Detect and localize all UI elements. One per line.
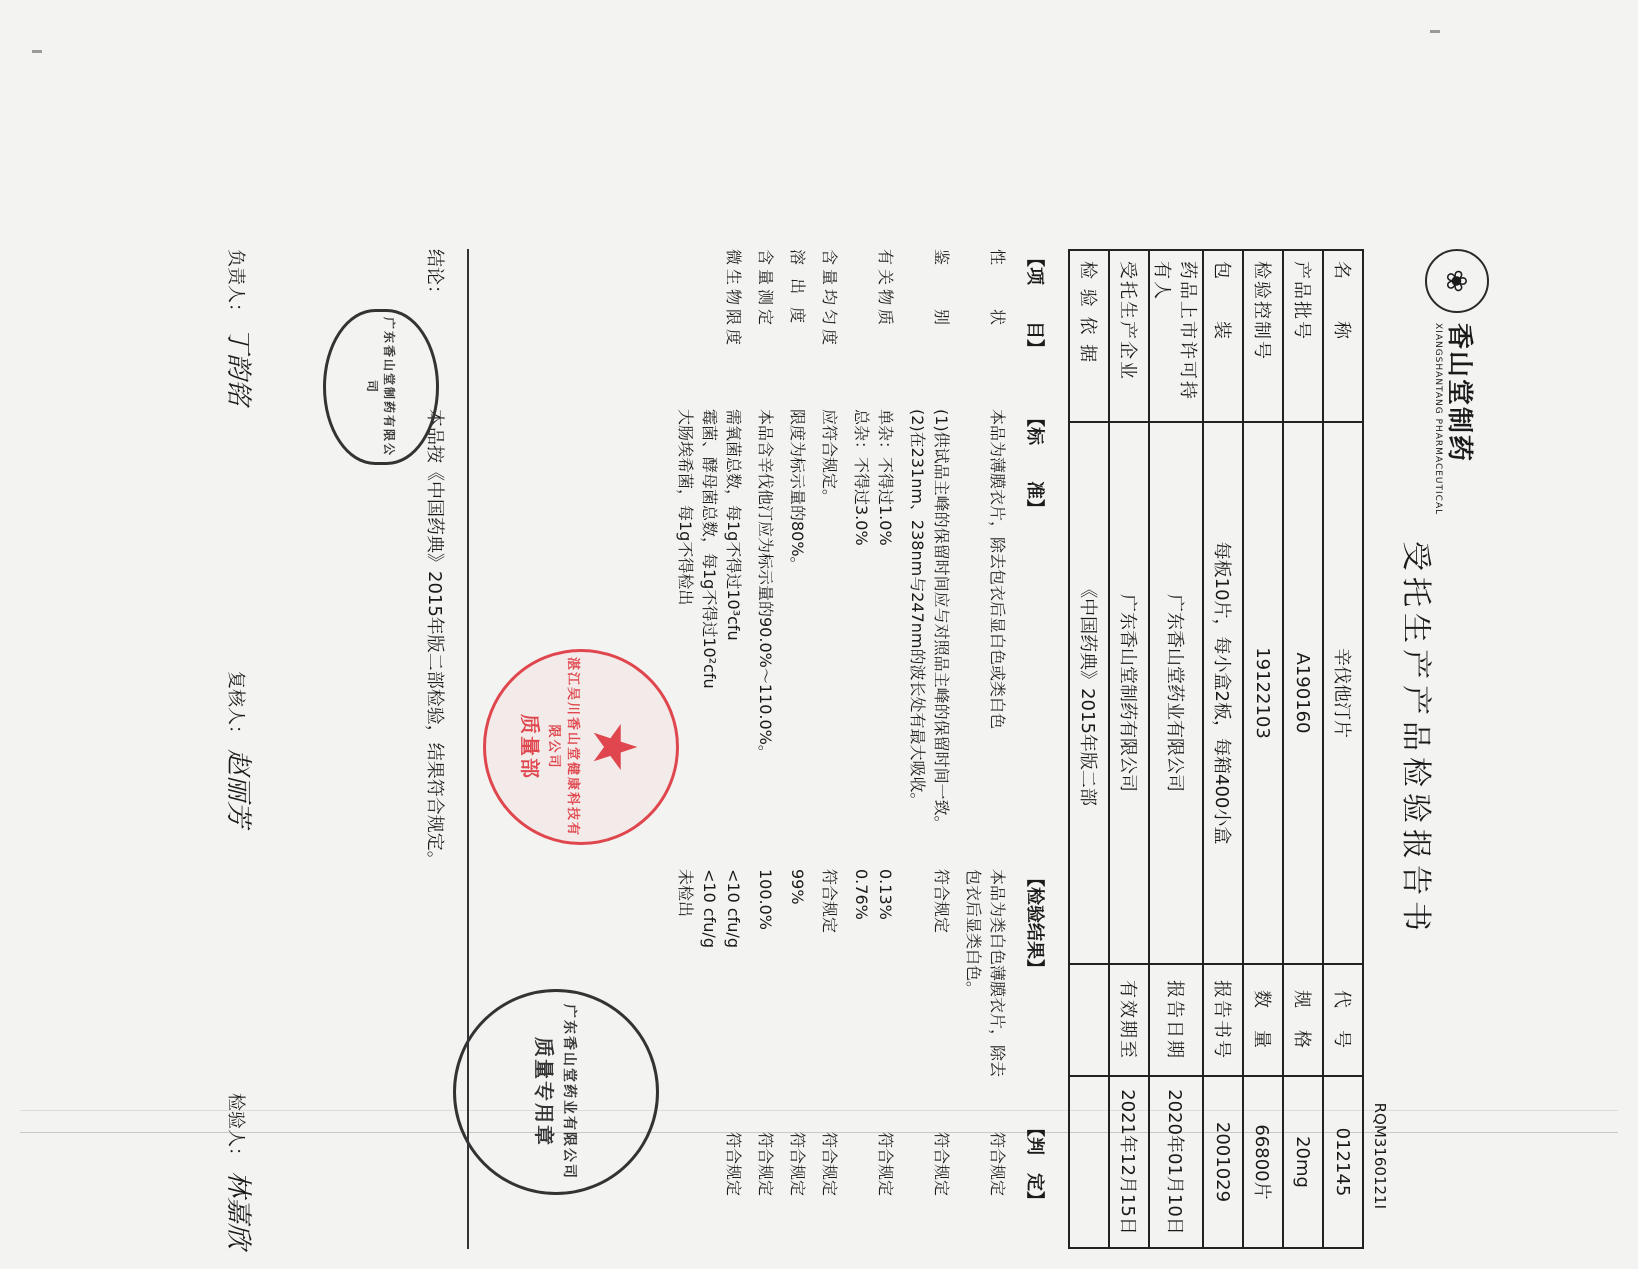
reviewer-sig: 赵丽芳 [223, 748, 253, 827]
info-label-2 [1069, 964, 1109, 1076]
standard-line: 大肠埃希菌，每1g不得检出 [676, 409, 695, 606]
result-item: 有关物质 [876, 249, 895, 330]
signatures [222, 249, 259, 1249]
info-row [1203, 250, 1243, 1248]
result-row [961, 249, 1009, 1249]
inspector-signature [222, 1093, 259, 1249]
info-value-2: 012145 [1323, 1076, 1363, 1248]
quality-seal-text: 广东香山堂药业有限公司 [561, 1004, 578, 1180]
info-row [1069, 250, 1109, 1248]
star-icon: ★ [579, 720, 650, 774]
responsible-signature [222, 249, 259, 405]
col-result: 【检验结果】 [1024, 869, 1045, 977]
info-row [1243, 250, 1283, 1248]
info-label: 名 称 [1323, 250, 1363, 422]
result-value: 符合规定 [932, 869, 951, 934]
test-results [665, 249, 1049, 1249]
responsible-sig: 丁韵铭 [223, 327, 253, 406]
result-judge: 符合规定 [932, 1131, 951, 1196]
document-code: RQM3160121I [1371, 1102, 1389, 1209]
result-value: 0.13% 0.76% [852, 869, 895, 920]
reviewer-signature [222, 671, 259, 827]
scan-mark [1430, 30, 1440, 33]
responsible-label: 负责人： [225, 249, 246, 321]
small-oval-seal [323, 309, 439, 465]
info-row [1109, 250, 1149, 1248]
info-label-2: 规 格 [1283, 964, 1323, 1076]
result-standard [817, 409, 841, 869]
col-judge: 【判 定】 [1024, 1119, 1045, 1209]
scan-mark [32, 50, 42, 53]
result-row [817, 249, 841, 1249]
result-item: 含量均匀度 [820, 249, 839, 350]
info-value: 广东香山堂制药有限公司 [1109, 422, 1149, 964]
info-label: 受托生产企业 [1109, 250, 1149, 422]
result-value: 符合规定 [820, 869, 839, 934]
result-item: 含量测定 [756, 249, 775, 330]
info-label: 包 装 [1203, 250, 1243, 422]
standard-line: 总杂：不得过3.0% [852, 409, 871, 546]
reviewer-label: 复核人： [225, 670, 246, 743]
info-value-2: 2001029 [1203, 1076, 1243, 1248]
result-value: <10 cfu/g <10 cfu/g 未检出 [676, 869, 743, 948]
info-value: 19122103 [1243, 422, 1283, 964]
product-info-table [1068, 249, 1364, 1249]
standard-line: 本品为薄膜衣片，除去包衣后显白色或类白色 [988, 409, 1007, 730]
page-title: 受托生产产品检验报告书 [1398, 541, 1433, 937]
info-value: 《中国药典》2015年版二部 [1069, 422, 1109, 964]
standard-line: 限度为标示量的80%。 [788, 409, 807, 573]
result-value: 99% [788, 869, 807, 905]
info-label: 产品批号 [1283, 250, 1323, 422]
standard-line: (2)在231nm、238nm与247nm的波长处有最大吸收。 [908, 409, 927, 809]
report-sheet [129, 209, 1509, 1269]
result-row [849, 249, 897, 1249]
lotus-logo-icon: ❀ [1425, 249, 1489, 313]
standard-line: 应符合规定。 [820, 409, 839, 506]
standard-line: 需氧菌总数，每1g不得过10³cfu [724, 409, 743, 641]
info-value-2: 2021年12月15日 [1109, 1076, 1149, 1248]
quality-seal-sub: 质量专用章 [532, 1037, 557, 1147]
quality-seal [453, 989, 659, 1195]
info-value-2 [1069, 1076, 1109, 1248]
result-value: 100.0% [756, 869, 775, 931]
result-row [905, 249, 953, 1249]
info-row [1283, 250, 1323, 1248]
info-label-2: 报告日期 [1149, 964, 1203, 1076]
result-judge: 符合规定 [988, 1131, 1007, 1196]
results-header [1023, 249, 1049, 1249]
red-seal-sub: 质量部 [518, 714, 543, 780]
result-judge: 符合规定 [820, 1131, 839, 1196]
result-standard [673, 409, 745, 869]
result-row [785, 249, 809, 1249]
standard-line: 霉菌、酵母菌总数，每1g不得过10²cfu [700, 409, 719, 689]
result-row [753, 249, 777, 1249]
standard-line: 单杂：不得过1.0% [876, 409, 895, 546]
info-label-2: 报告书号 [1203, 964, 1243, 1076]
result-item: 性 状 [988, 249, 1007, 330]
info-value: A190160 [1283, 422, 1323, 964]
info-row [1149, 250, 1203, 1248]
info-label-2: 代 号 [1323, 964, 1363, 1076]
standard-line: (1)供试品主峰的保留时间应与对照品主峰的保留时间一致。 [932, 409, 951, 832]
inspector-sig: 林嘉欣 [223, 1170, 253, 1249]
result-judge: 符合规定 [724, 1131, 743, 1196]
result-standard [785, 409, 809, 869]
logo-name: 香山堂制药 [1444, 323, 1475, 464]
standard-line: 本品含辛伐他汀应为标示量的90.0%～110.0%。 [756, 409, 775, 761]
red-company-seal [483, 649, 679, 845]
info-value: 辛伐他汀片 [1323, 422, 1363, 964]
result-judge: 符合规定 [756, 1131, 775, 1196]
result-item: 微生物限度 [724, 249, 743, 350]
info-row [1323, 250, 1363, 1248]
result-judge: 符合规定 [788, 1131, 807, 1196]
result-standard [849, 409, 897, 869]
result-standard [905, 409, 953, 869]
logo-en: XIANGSHANTANG PHARMACEUTICAL [1433, 323, 1444, 516]
info-label-2: 数 量 [1243, 964, 1283, 1076]
conclusion-label: 结论： [424, 249, 445, 303]
result-judge: 符合规定 [876, 1131, 895, 1196]
info-value-2: 2020年01月10日 [1149, 1076, 1203, 1248]
result-row [673, 249, 745, 1249]
inspector-label: 检验人： [225, 1092, 246, 1165]
result-value: 本品为类白色薄膜衣片，除去包衣后显类白色。 [964, 869, 1007, 1078]
small-seal-text: 广东香山堂制药有限公司 [365, 316, 396, 457]
red-seal-text: 湛江吴川香山堂健康科技有限公司 [546, 656, 581, 837]
info-label-2: 有效期至 [1109, 964, 1149, 1076]
info-value: 每板10片，每小盒2板，每箱400小盒 [1203, 422, 1243, 964]
result-standard [753, 409, 777, 869]
result-standard [961, 409, 1009, 869]
col-standard: 【标 准】 [1024, 409, 1045, 517]
info-value-2: 20mg [1283, 1076, 1323, 1248]
info-value: 广东香山堂药业有限公司 [1149, 422, 1203, 964]
info-value-2: 66800片 [1243, 1076, 1283, 1248]
info-label: 检 验 依 据 [1069, 250, 1109, 422]
info-label: 药品上市许可持有人 [1149, 250, 1203, 422]
info-label: 检验控制号 [1243, 250, 1283, 422]
result-item: 鉴 别 [932, 249, 951, 330]
conclusion-text: 本品按《中国药典》2015年版二部检验，结果符合规定。 [424, 409, 445, 869]
col-item: 【项 目】 [1024, 249, 1045, 357]
result-item: 溶 出 度 [788, 249, 807, 328]
